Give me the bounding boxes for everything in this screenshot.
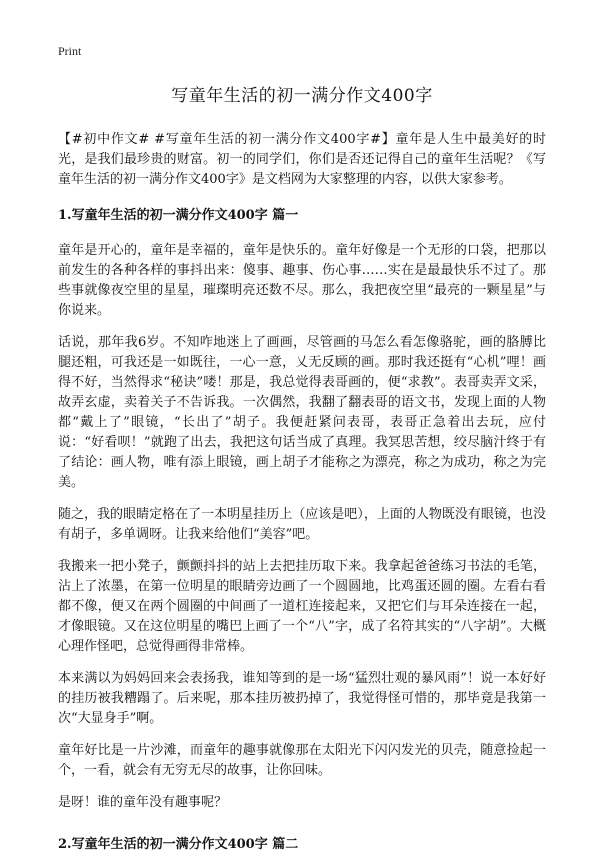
section-1-paragraph-5: 本来满以为妈妈回来会表扬我，谁知等到的是一场“猛烈壮观的暴风雨”！说一本好好的挂历被我糟蹋了。后来呢，那本挂历被扔掉了，我觉得怪可惜的，那毕竟是我第一次“大显身手”啊。	[58, 671, 546, 726]
section-1-paragraph-3: 随之，我的眼睛定格在了一本明星挂历上（应该是吧），上面的人物既没有眼镜，也没有胡子，多单调呀。让我来给他们“美容”吧。	[58, 507, 546, 542]
section-heading-2: 2.写童年生活的初一满分作文400字 篇二	[58, 837, 299, 852]
section-1-paragraph-2: 话说，那年我6岁。不知咋地迷上了画画，尽管画的马怎么看怎像骆驼，画的胳膊比腿还粗，可我还是一如既往，一心一意，乂无反顾的画。那时我还挺有“心机”哩！画得不好，当然得求“秘诀”喽！那是，我总觉得表哥画的，便“求教”。表哥卖弄文采，故弄玄虚，卖着关子不告诉我。一次偶然，我翻了翻表哥的语文书，发现上面的人物都“戴上了”眼镜，“长出了”胡子。我便赶紧问表哥，表哥正急着出去玩，应付说：“好看呗！”就跑了出去，我把这句话当成了真理。我冥思苦想，绞尽脑汁终于有了结论：画人物，唯有添上眼镜，画上胡子才能称之为漂亮，称之为成功，称之为完美。	[58, 335, 546, 490]
section-heading-1: 1.写童年生活的初一满分作文400字 篇一	[58, 208, 299, 223]
section-1-paragraph-7: 是呀！谁的童年没有趣事呢？	[58, 795, 228, 810]
print-link[interactable]: Print	[58, 44, 82, 58]
intro-paragraph: 【#初中作文# #写童年生活的初一满分作文400字#】童年是人生中最美好的时光，是我们最珍贵的财富。初一的同学们，你们是否还记得自己的童年生活呢？《写童年生活的初一满分作文400字》是文档网为大家整理的内容，以供大家参考。	[58, 132, 546, 187]
section-1-paragraph-1: 童年是开心的，童年是幸福的，童年是快乐的。童年好像是一个无形的口袋，把那以前发生的各种各样的事抖出来：傻事、趣事、伤心事……实在是最最快乐不过了。那些事就像夜空里的星星，璀璨明亮还数不尽。那么，我把夜空里“最亮的一颗星星”与你说来。	[58, 243, 546, 318]
section-1-paragraph-4: 我搬来一把小凳子，颤颤抖抖的站上去把挂历取下来。我拿起爸爸练习书法的毛笔，沾上了浓墨，在第一位明星的眼睛旁边画了一个圆圆地，比鸡蛋还圆的圈。左看右看都不像，便又在两个圆圈的中间画了一道杠连接起来，又把它们与耳朵连接在一起，才像眼镜。又在这位明星的嘴巴上画了一个“八”字，成了名符其实的“八字胡”。大概心理作怪吧，总觉得画得非常棒。	[58, 559, 546, 654]
section-1-paragraph-6: 童年好比是一片沙滩，而童年的趣事就像那在太阳光下闪闪发光的贝壳，随意捡起一个，一看，就会有无穷无尽的故事，让你回味。	[58, 743, 546, 778]
document-title: 写童年生活的初一满分作文400字	[171, 86, 433, 106]
